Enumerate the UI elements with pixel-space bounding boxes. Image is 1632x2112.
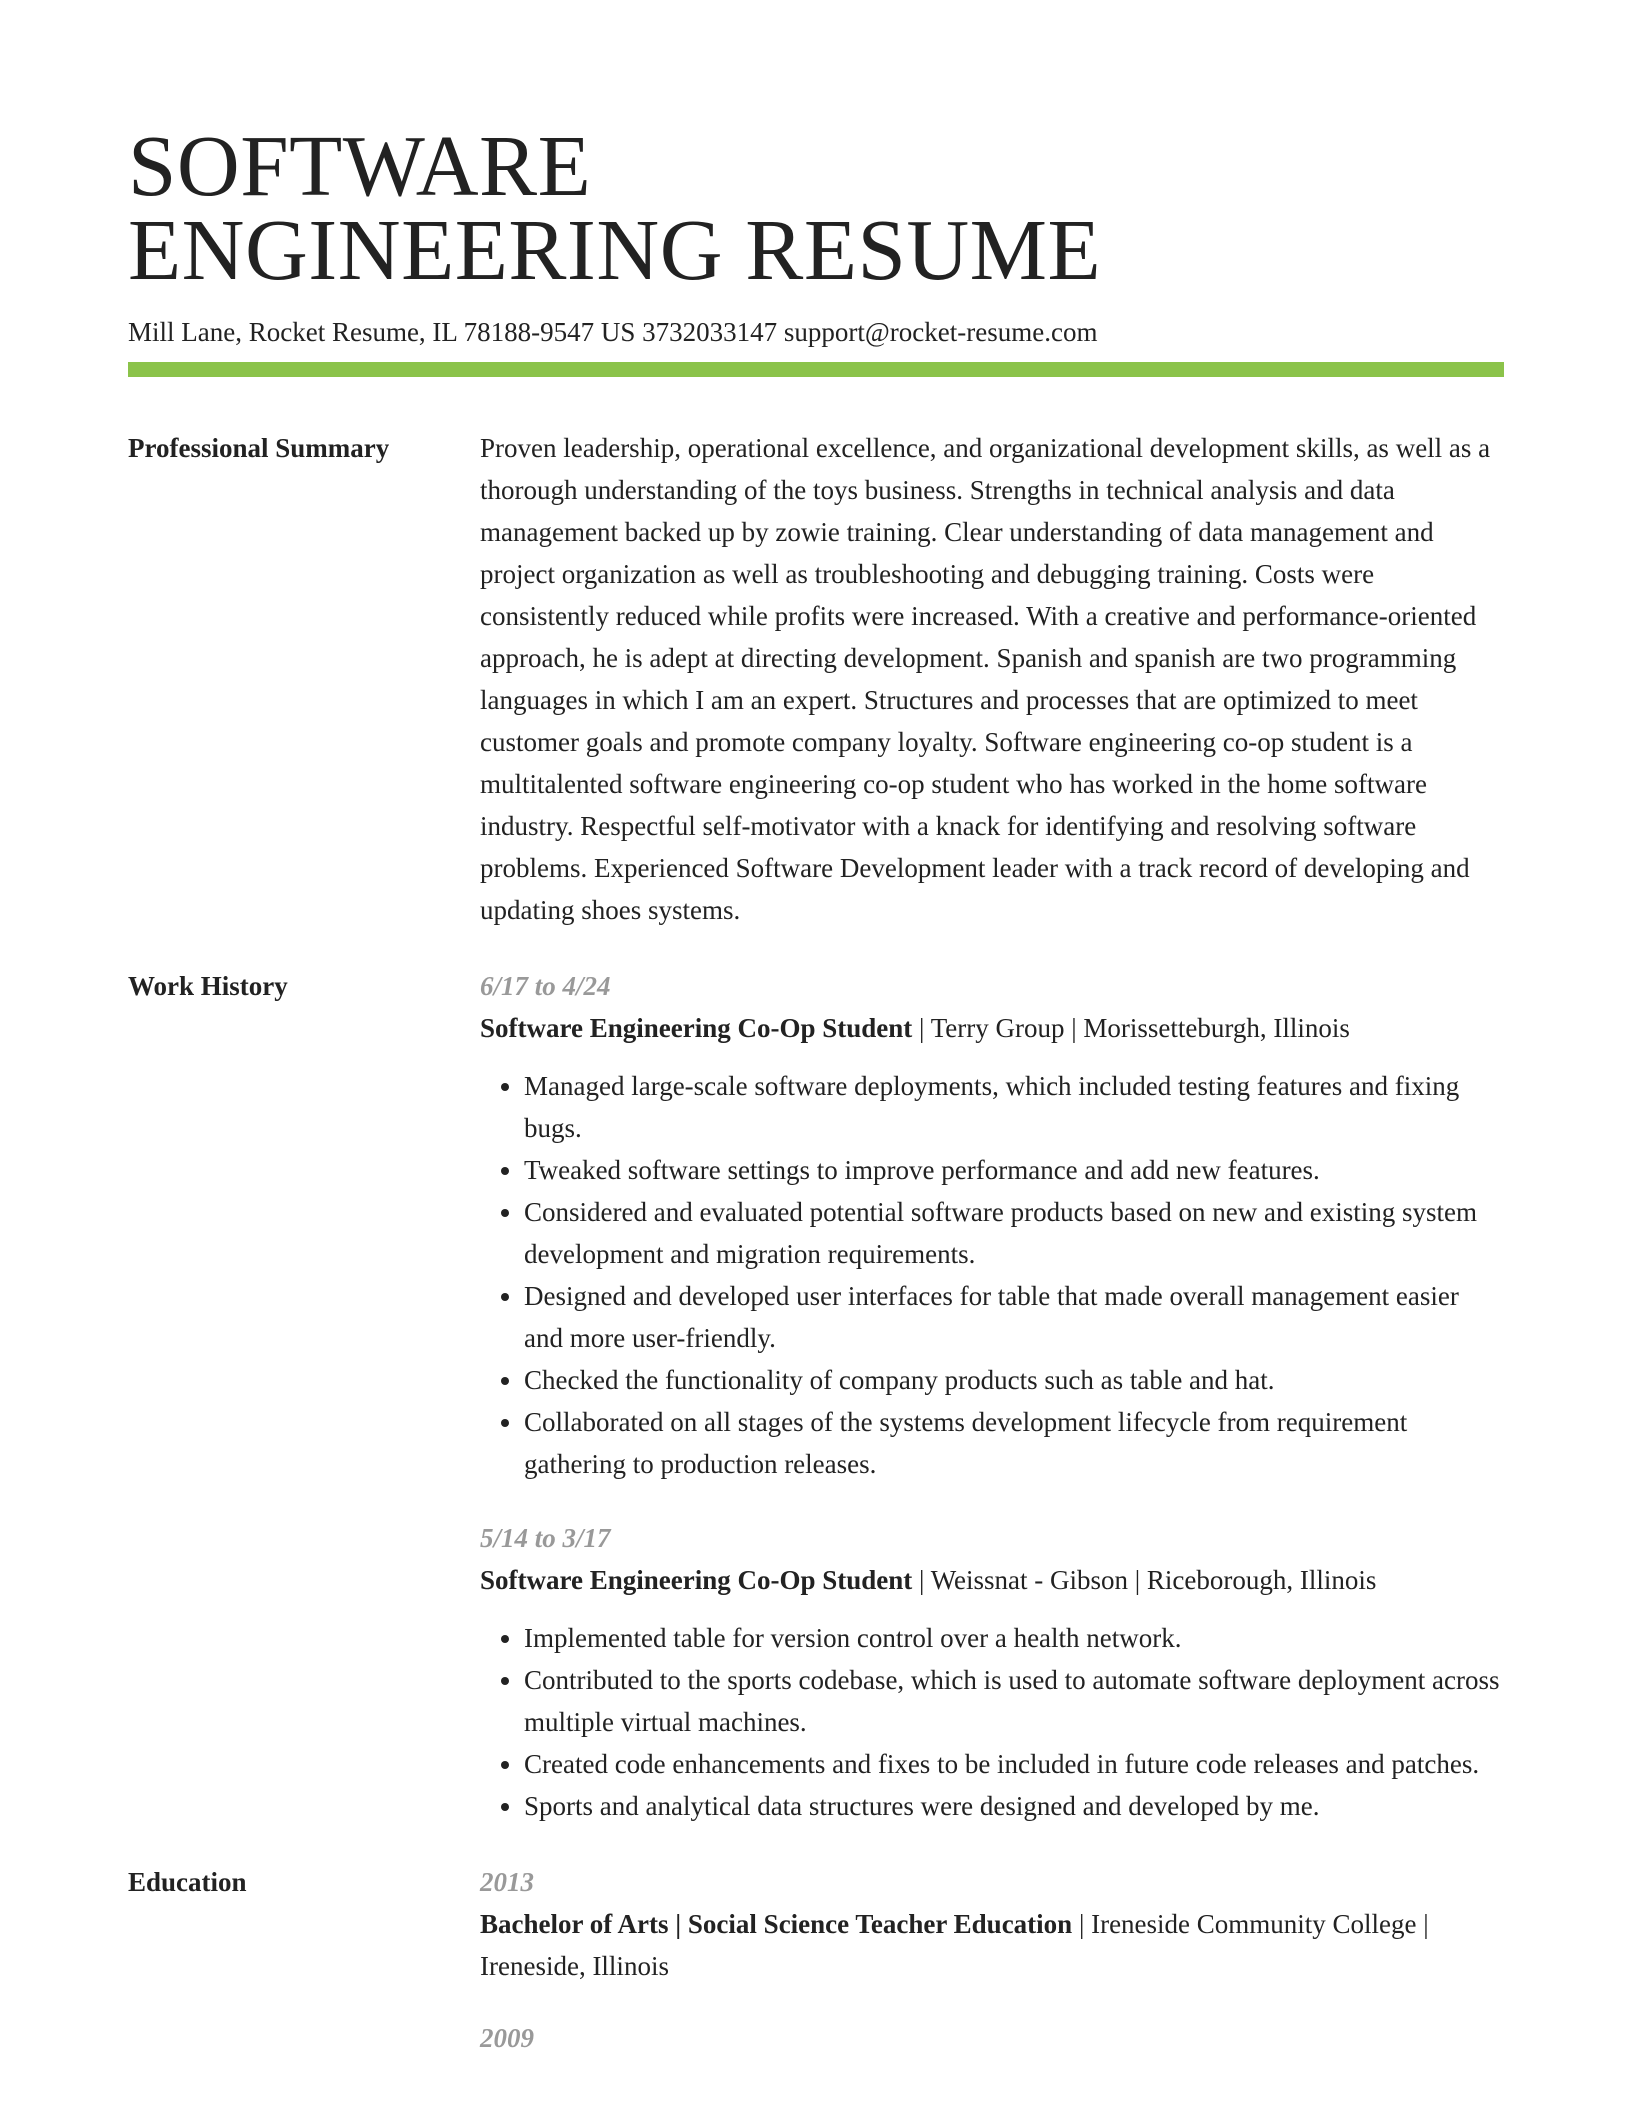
job-bullet: • Designed and developed user interfaces for table that made overall management easier and more user-friendly.	[524, 1275, 1504, 1359]
job-bullet: • Collaborated on all stages of the systems development lifecycle from requirement gathering to production releases.	[524, 1401, 1504, 1485]
job-bullet: • Tweaked software settings to improve performance and add new features.	[524, 1149, 1504, 1191]
job-bullets	[480, 1065, 1504, 1485]
job-bullet: • Checked the functionality of company products such as table and hat.	[524, 1359, 1504, 1401]
job-role: Software Engineering Co-Op Student	[480, 1565, 913, 1595]
education-entry	[480, 1861, 1504, 1987]
education-entry	[480, 2017, 1504, 2059]
education-school-location: | Ireneside Community College | Ireneside, Illinois	[480, 1909, 1429, 1981]
section-label-education: Education	[128, 1867, 247, 1897]
job-company-location: | Weissnat - Gibson | Riceborough, Illinois	[912, 1565, 1377, 1595]
education-year: 2009	[480, 2023, 534, 2053]
job-bullet: • Considered and evaluated potential software products based on new and existing system development and migration requirements.	[524, 1191, 1504, 1275]
work-history-section	[128, 965, 1504, 1827]
summary-text: Proven leadership, operational excellence, and organizational development skills, as well as a thorough understanding of the toys business. Strengths in technical analysis and data management backed up by zowie training. Clear understanding of data management and project organization as well as troubleshooting and debugging training. Costs were consistently reduced while profits were increased. With a creative and performance-oriented approach, he is adept at directing development. Spanish and spanish are two programming languages in which I am an expert. Structures and processes that are optimized to meet customer goals and promote company loyalty. Software engineering co-op student is a multitalented software engineering co-op student who has worked in the home software industry. Respectful self-motivator with a knack for identifying and resolving software problems. Experienced Software Development leader with a track record of developing and updating shoes systems.	[480, 433, 1491, 925]
job-bullet: • Sports and analytical data structures were designed and developed by me.	[524, 1785, 1504, 1827]
contact-info: Mill Lane, Rocket Resume, IL 78188-9547 US 3732033147 support@rocket-resume.com	[128, 317, 1098, 347]
job-bullet: • Contributed to the sports codebase, which is used to automate software deployment across multiple virtual machines.	[524, 1659, 1504, 1743]
job-bullet: • Implemented table for version control over a health network.	[524, 1617, 1504, 1659]
job-bullets	[480, 1617, 1504, 1827]
job-heading	[480, 1007, 1504, 1049]
section-label-work: Work History	[128, 971, 288, 1001]
job-dates: 5/14 to 3/17	[480, 1523, 611, 1553]
education-year: 2013	[480, 1867, 534, 1897]
work-history-body	[480, 965, 1504, 1827]
job-entry	[480, 965, 1504, 1485]
education-heading	[480, 1903, 1504, 1987]
resume-title	[128, 117, 1504, 298]
accent-divider	[128, 362, 1504, 377]
job-bullet: • Managed large-scale software deployments, which included testing features and fixing bugs.	[524, 1065, 1504, 1149]
job-dates: 6/17 to 4/24	[480, 971, 611, 1001]
education-body	[480, 1861, 1504, 2059]
education-degree: Bachelor of Arts | Social Science Teacher Education	[480, 1909, 1073, 1939]
resume-page	[128, 117, 1504, 2059]
job-entry	[480, 1517, 1504, 1827]
job-bullet: • Created code enhancements and fixes to be included in future code releases and patches.	[524, 1743, 1504, 1785]
job-heading	[480, 1559, 1504, 1601]
education-section	[128, 1861, 1504, 2059]
section-label-summary: Professional Summary	[128, 433, 390, 463]
title-line-1: SOFTWARE	[128, 117, 592, 214]
professional-summary-section	[128, 427, 1504, 931]
job-role: Software Engineering Co-Op Student	[480, 1013, 913, 1043]
job-company-location: | Terry Group | Morissetteburgh, Illinois	[912, 1013, 1350, 1043]
title-line-2: ENGINEERING RESUME	[128, 201, 1102, 298]
